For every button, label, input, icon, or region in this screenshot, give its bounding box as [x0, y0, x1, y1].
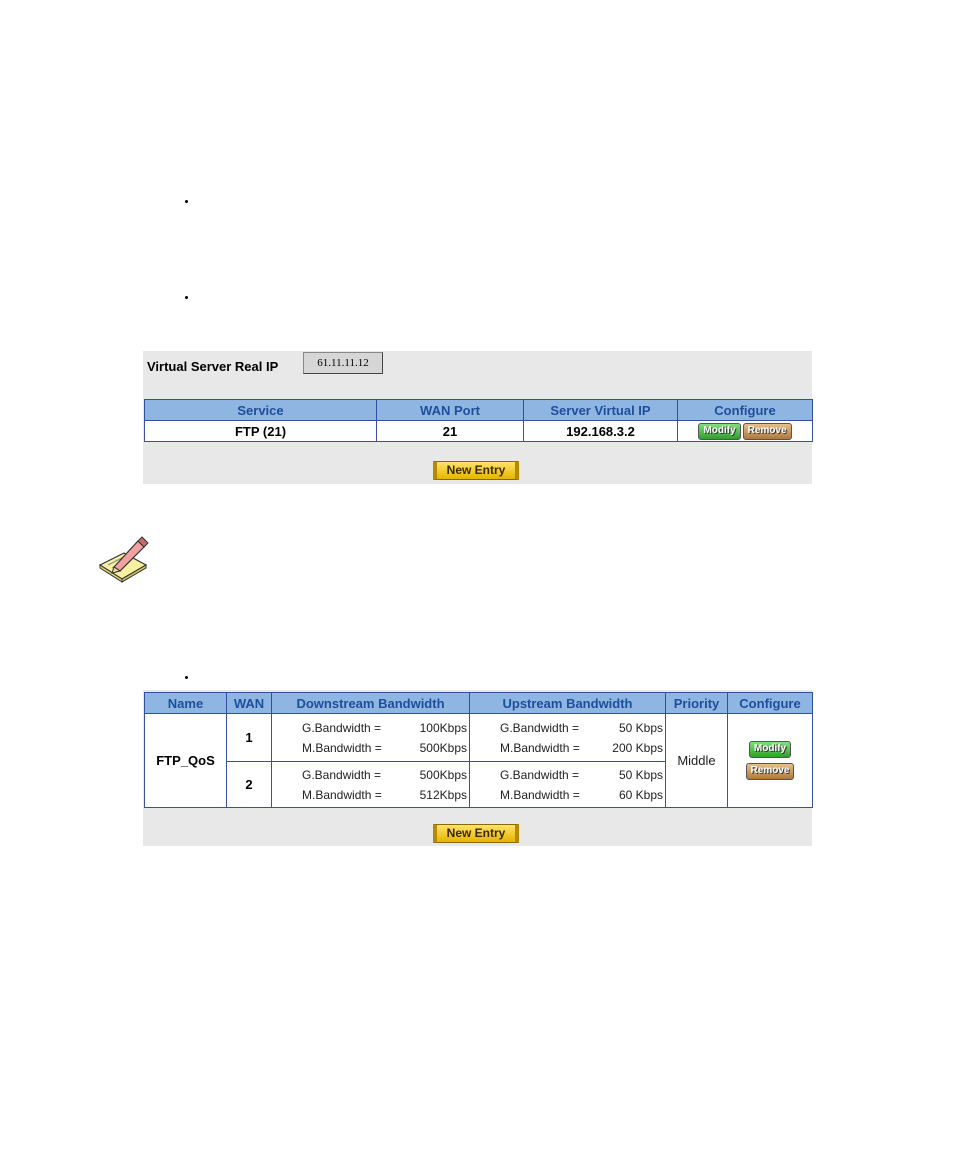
g-bandwidth-value: 100Kbps — [419, 720, 467, 735]
col-priority: Priority — [666, 693, 728, 714]
col-server-virtual-ip: Server Virtual IP — [524, 400, 678, 421]
cell-service: FTP (21) — [145, 421, 377, 442]
m-bandwidth-value: 500Kbps — [419, 740, 467, 755]
col-downstream-bandwidth: Downstream Bandwidth — [272, 693, 470, 714]
real-ip-label: Virtual Server Real IP — [147, 359, 279, 374]
m-bandwidth-label: M.Bandwidth = — [302, 740, 382, 755]
g-bandwidth-value: 50 Kbps — [618, 720, 663, 735]
table-row — [145, 714, 813, 762]
cell-priority: Middle — [666, 714, 728, 808]
m-bandwidth-label: M.Bandwidth = — [302, 787, 382, 802]
m-bandwidth-value: 60 Kbps — [618, 787, 663, 802]
m-bandwidth-label: M.Bandwidth = — [500, 740, 580, 755]
bullet-3 — [185, 676, 188, 679]
g-bandwidth-label: G.Bandwidth = — [500, 767, 580, 782]
new-entry-button[interactable]: New Entry — [433, 824, 519, 843]
cell-configure — [728, 714, 813, 808]
g-bandwidth-label: G.Bandwidth = — [302, 767, 382, 782]
virtual-server-table — [144, 399, 813, 442]
cell-wan-port: 21 — [377, 421, 524, 442]
col-wan: WAN — [227, 693, 272, 714]
table-header-row — [145, 400, 813, 421]
m-bandwidth-value: 200 Kbps — [612, 740, 663, 755]
remove-button[interactable]: Remove — [743, 423, 792, 440]
cell-downstream — [272, 762, 470, 808]
qos-panel — [143, 690, 812, 846]
cell-wan: 1 — [227, 714, 272, 762]
col-configure: Configure — [728, 693, 813, 714]
modify-button[interactable]: Modify — [698, 423, 740, 440]
bullet-1 — [185, 200, 188, 203]
m-bandwidth-label: M.Bandwidth = — [500, 787, 580, 802]
modify-button[interactable]: Modify — [749, 741, 791, 758]
col-service: Service — [145, 400, 377, 421]
col-name: Name — [145, 693, 227, 714]
col-wan-port: WAN Port — [377, 400, 524, 421]
cell-name: FTP_QoS — [145, 714, 227, 808]
cell-downstream — [272, 714, 470, 762]
table-row — [145, 421, 813, 442]
col-upstream-bandwidth: Upstream Bandwidth — [470, 693, 666, 714]
g-bandwidth-value: 500Kbps — [419, 767, 467, 782]
g-bandwidth-value: 50 Kbps — [618, 767, 663, 782]
cell-configure — [678, 421, 813, 442]
m-bandwidth-value: 512Kbps — [419, 787, 467, 802]
g-bandwidth-label: G.Bandwidth = — [302, 720, 382, 735]
new-entry-button[interactable]: New Entry — [433, 461, 519, 480]
cell-server-virtual-ip: 192.168.3.2 — [524, 421, 678, 442]
remove-button[interactable]: Remove — [746, 763, 795, 780]
cell-upstream — [470, 714, 666, 762]
cell-wan: 2 — [227, 762, 272, 808]
pencil-note-icon — [98, 535, 150, 583]
bullet-2 — [185, 296, 188, 299]
col-configure: Configure — [678, 400, 813, 421]
g-bandwidth-label: G.Bandwidth = — [500, 720, 580, 735]
virtual-server-panel — [143, 351, 812, 484]
table-header-row — [145, 693, 813, 714]
cell-upstream — [470, 762, 666, 808]
real-ip-select[interactable]: 61.11.11.12 — [303, 352, 383, 374]
qos-table — [144, 692, 813, 808]
